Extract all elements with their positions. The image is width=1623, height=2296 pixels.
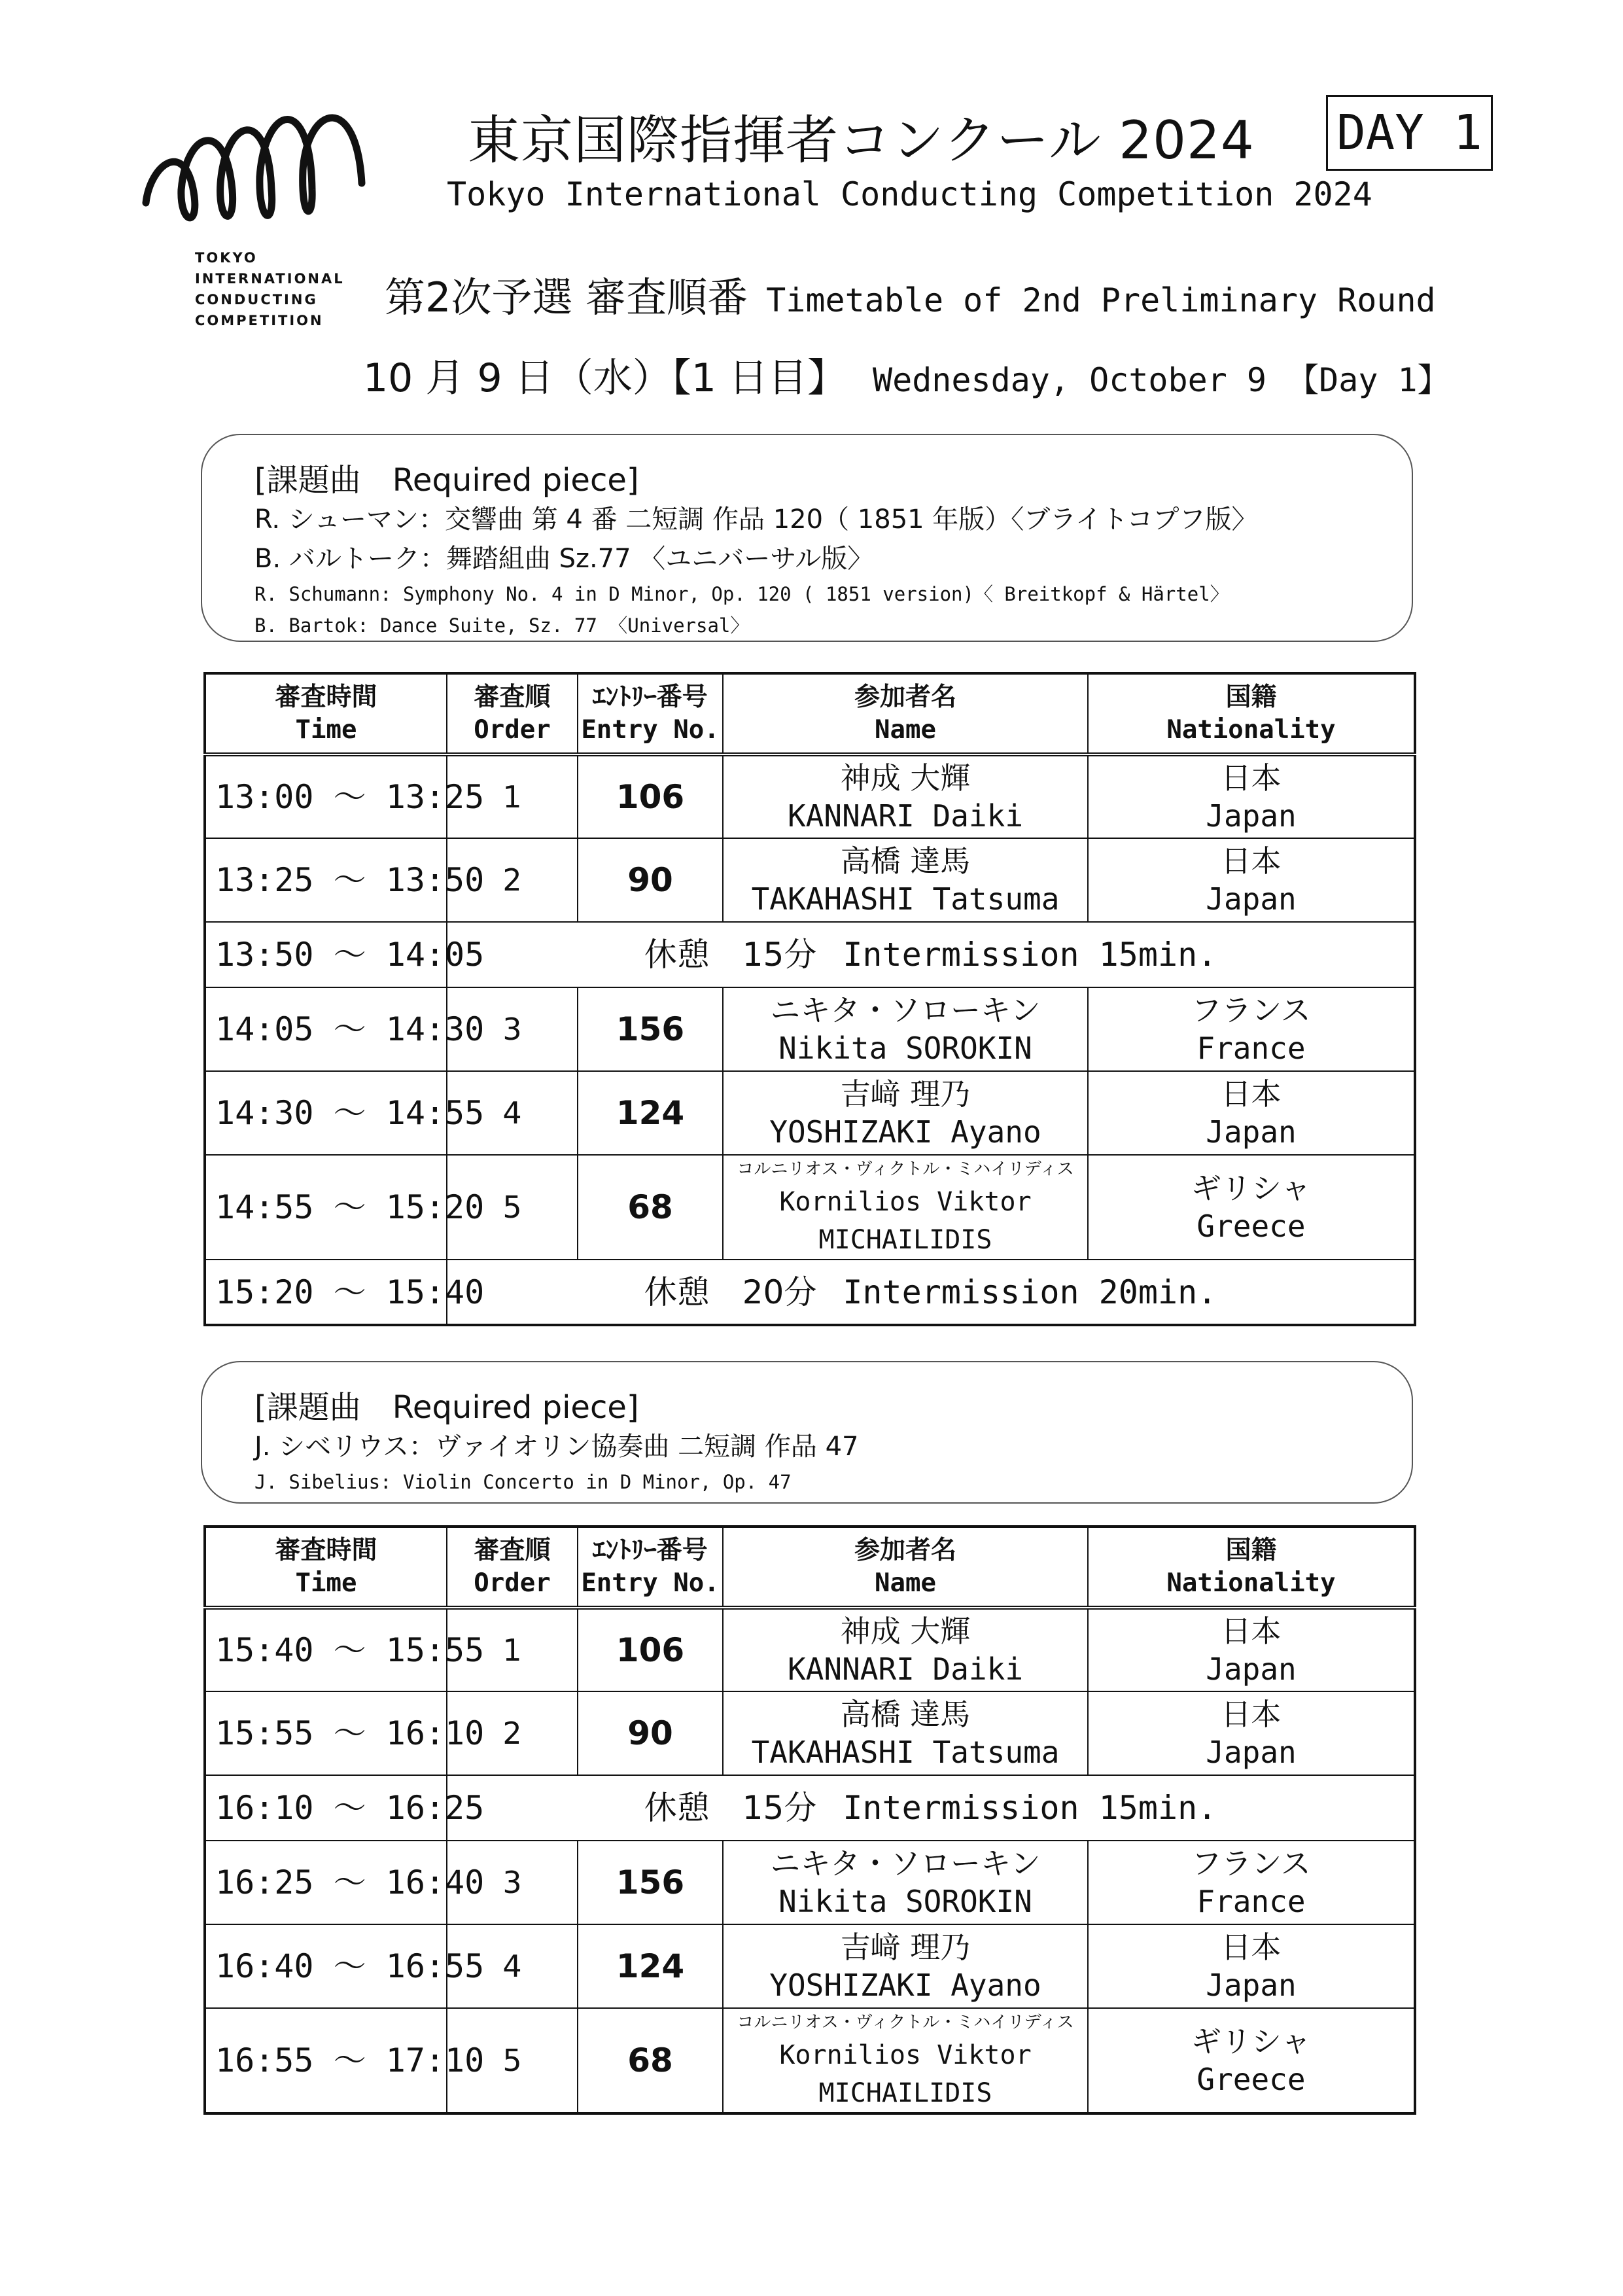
col-name-ja: 参加者名 <box>854 682 956 712</box>
col-time-ja: 審査時間 <box>275 1535 377 1565</box>
table-row <box>205 1924 1415 2008</box>
entry-cell: 90 <box>578 838 723 922</box>
competition-logo <box>141 92 366 232</box>
time-cell: 14:05 ～ 14:30 <box>205 987 447 1071</box>
entry-cell: 124 <box>578 1924 723 2008</box>
required-piece-box-1 <box>201 434 1413 642</box>
name-cell <box>723 1608 1088 1691</box>
nat-ja: 日本 <box>1221 1614 1282 1649</box>
name-cell <box>723 1841 1088 1924</box>
table-row <box>205 1608 1415 1691</box>
entry-cell: 156 <box>578 987 723 1071</box>
required-piece-heading <box>254 1382 1412 1427</box>
col-nat-en: Nationality <box>1166 715 1336 745</box>
col-header-nationality <box>1088 1527 1415 1608</box>
piece-en-line: J. Sibelius: Violin Concerto in D Minor, Op. 47 <box>254 1471 792 1493</box>
nationality-cell <box>1088 754 1415 838</box>
table-row <box>205 838 1415 922</box>
name-ja: ニキタ・ソローキン <box>770 993 1041 1028</box>
col-name-en: Name <box>875 1568 936 1598</box>
nat-ja: 日本 <box>1221 760 1282 796</box>
nationality-cell <box>1088 2008 1415 2113</box>
name-en: Nikita SOROKIN <box>778 1884 1032 1919</box>
nat-ja: 日本 <box>1221 843 1282 879</box>
required-piece-heading <box>254 455 1412 500</box>
nat-en: Greece <box>1196 1209 1306 1244</box>
order-cell: 2 <box>447 838 578 922</box>
table-header-row <box>205 1527 1415 1608</box>
nat-en: Greece <box>1196 2062 1306 2097</box>
col-entry-ja: ｴﾝﾄﾘｰ番号 <box>593 1535 708 1565</box>
col-order-en: Order <box>474 715 551 745</box>
intermission-en: Intermission 20min. <box>843 1273 1217 1311</box>
intermission-row <box>205 1775 1415 1841</box>
nat-ja: フランス <box>1191 993 1311 1028</box>
col-header-entry <box>578 1527 723 1608</box>
intermission-en: Intermission 15min. <box>843 936 1217 974</box>
required-piece-heading-text: [課題曲 Required piece] <box>254 462 639 499</box>
day-badge: DAY 1 <box>1326 95 1493 171</box>
time-cell: 13:00 ～ 13:25 <box>205 754 447 838</box>
schedule-table-2 <box>203 1525 1416 2115</box>
piece-en-line: B. Bartok: Dance Suite, Sz. 77 〈Universal〉 <box>254 614 750 637</box>
col-nat-en: Nationality <box>1166 1568 1336 1598</box>
intermission-ja: 休憩 15分 <box>644 936 817 974</box>
intermission-row <box>205 922 1415 987</box>
nationality-cell <box>1088 987 1415 1071</box>
nat-ja: ギリシャ <box>1191 2024 1312 2059</box>
name-ja: 高橋 達馬 <box>840 1697 971 1732</box>
nat-en: Japan <box>1206 1968 1297 2003</box>
time-cell: 16:10 ～ 16:25 <box>205 1775 447 1841</box>
intermission-ja: 休憩 20分 <box>644 1273 817 1311</box>
col-entry-ja: ｴﾝﾄﾘｰ番号 <box>593 682 708 712</box>
time-cell: 16:55 ～ 17:10 <box>205 2008 447 2113</box>
round-title-ja: 第2次予選 審査順番 <box>385 274 748 321</box>
order-cell: 5 <box>447 1155 578 1260</box>
name-en: Kornilios Viktor MICHAILIDIS <box>779 2040 1032 2108</box>
nat-en: France <box>1196 1031 1306 1066</box>
name-en: TAKAHASHI Tatsuma <box>751 881 1060 917</box>
time-cell: 16:25 ～ 16:40 <box>205 1841 447 1924</box>
col-name-ja: 参加者名 <box>854 1535 956 1565</box>
col-entry-en: Entry No. <box>581 1568 720 1598</box>
entry-cell: 124 <box>578 1071 723 1155</box>
col-time-ja: 審査時間 <box>275 682 377 712</box>
order-cell: 3 <box>447 987 578 1071</box>
nat-ja: 日本 <box>1221 1697 1282 1732</box>
date-line <box>363 347 1450 403</box>
table-row <box>205 987 1415 1071</box>
order-cell: 1 <box>447 754 578 838</box>
title-english: Tokyo International Conducting Competition 2024 <box>447 175 1372 213</box>
entry-cell: 156 <box>578 1841 723 1924</box>
time-cell: 13:50 ～ 14:05 <box>205 922 447 987</box>
col-header-entry <box>578 673 723 754</box>
order-cell: 4 <box>447 1071 578 1155</box>
name-cell <box>723 838 1088 922</box>
col-order-en: Order <box>474 1568 551 1598</box>
entry-cell: 68 <box>578 2008 723 2113</box>
col-header-time <box>205 1527 447 1608</box>
time-cell: 15:55 ～ 16:10 <box>205 1691 447 1775</box>
col-nat-ja: 国籍 <box>1225 682 1277 712</box>
order-cell: 4 <box>447 1924 578 2008</box>
table-row <box>205 1691 1415 1775</box>
piece-ja-line: R. シューマン：交響曲 第 4 番 二短調 作品 120（ 1851 年版）〈ブライトコプフ版〉 <box>254 504 1258 535</box>
name-en: Kornilios Viktor MICHAILIDIS <box>779 1187 1032 1255</box>
table-row <box>205 754 1415 838</box>
time-cell: 15:40 ～ 15:55 <box>205 1608 447 1691</box>
name-cell <box>723 1691 1088 1775</box>
nat-ja: 日本 <box>1221 1076 1282 1112</box>
nationality-cell <box>1088 1841 1415 1924</box>
col-header-time <box>205 673 447 754</box>
intermission-en: Intermission 15min. <box>843 1789 1217 1827</box>
col-time-en: Time <box>295 1568 357 1598</box>
nat-en: France <box>1196 1884 1306 1919</box>
name-ja: コルニリオス・ヴィクトル・ミハイリディス <box>737 1159 1074 1179</box>
col-nat-ja: 国籍 <box>1225 1535 1277 1565</box>
logo-line: COMPETITION <box>195 313 324 328</box>
nationality-cell <box>1088 1924 1415 2008</box>
schedule-table-1 <box>203 672 1416 1326</box>
nat-ja: ギリシャ <box>1191 1171 1312 1206</box>
col-header-name <box>723 1527 1088 1608</box>
col-header-name <box>723 673 1088 754</box>
order-cell: 1 <box>447 1608 578 1691</box>
order-cell: 2 <box>447 1691 578 1775</box>
date-ja: 10 月 9 日（水）【1 日目】 <box>363 355 846 401</box>
entry-cell: 68 <box>578 1155 723 1260</box>
nationality-cell <box>1088 1071 1415 1155</box>
name-ja: 吉﨑 理乃 <box>840 1930 971 1965</box>
col-order-ja: 審査順 <box>474 1535 551 1565</box>
name-cell <box>723 2008 1088 2113</box>
nat-en: Japan <box>1206 1735 1297 1770</box>
col-header-order <box>447 1527 578 1608</box>
entry-cell: 106 <box>578 1608 723 1691</box>
name-ja: 神成 大輝 <box>840 760 971 796</box>
order-cell: 5 <box>447 2008 578 2113</box>
table-row <box>205 1841 1415 1924</box>
logo-wordmark <box>195 247 345 331</box>
table-row <box>205 2008 1415 2113</box>
name-cell <box>723 1924 1088 2008</box>
required-piece-heading-text: [課題曲 Required piece] <box>254 1389 639 1426</box>
intermission-cell <box>447 1775 1415 1841</box>
nat-en: Japan <box>1206 881 1297 917</box>
name-cell <box>723 1071 1088 1155</box>
table-header-row <box>205 673 1415 754</box>
col-header-order <box>447 673 578 754</box>
intermission-ja: 休憩 15分 <box>644 1789 817 1827</box>
time-cell: 15:20 ～ 15:40 <box>205 1260 447 1325</box>
time-cell: 14:30 ～ 14:55 <box>205 1071 447 1155</box>
intermission-cell <box>447 922 1415 987</box>
logo-line: INTERNATIONAL <box>195 271 345 287</box>
title-japanese: 東京国際指揮者コンクール 2024 <box>468 110 1255 171</box>
col-header-nationality <box>1088 673 1415 754</box>
col-name-en: Name <box>875 715 936 745</box>
order-cell: 3 <box>447 1841 578 1924</box>
name-cell <box>723 1155 1088 1260</box>
name-ja: ニキタ・ソローキン <box>770 1846 1041 1881</box>
name-en: TAKAHASHI Tatsuma <box>751 1735 1060 1770</box>
col-time-en: Time <box>295 715 357 745</box>
time-cell: 16:40 ～ 16:55 <box>205 1924 447 2008</box>
name-ja: 高橋 達馬 <box>840 843 971 879</box>
logo-line: CONDUCTING <box>195 292 318 308</box>
intermission-cell <box>447 1260 1415 1325</box>
col-order-ja: 審査順 <box>474 682 551 712</box>
time-cell: 13:25 ～ 13:50 <box>205 838 447 922</box>
name-en: KANNARI Daiki <box>787 1651 1024 1687</box>
name-cell <box>723 754 1088 838</box>
time-cell: 14:55 ～ 15:20 <box>205 1155 447 1260</box>
name-en: Nikita SOROKIN <box>778 1031 1032 1066</box>
nat-en: Japan <box>1206 1651 1297 1687</box>
nationality-cell <box>1088 1608 1415 1691</box>
nationality-cell <box>1088 838 1415 922</box>
name-en: KANNARI Daiki <box>787 798 1024 834</box>
name-en: YOSHIZAKI Ayano <box>769 1114 1041 1150</box>
nat-ja: フランス <box>1191 1846 1311 1881</box>
round-title-en: Timetable of 2nd Preliminary Round <box>766 281 1436 319</box>
entry-cell: 90 <box>578 1691 723 1775</box>
nationality-cell <box>1088 1691 1415 1775</box>
intermission-row <box>205 1260 1415 1325</box>
nationality-cell <box>1088 1155 1415 1260</box>
name-cell <box>723 987 1088 1071</box>
table-row <box>205 1155 1415 1260</box>
name-ja: 神成 大輝 <box>840 1614 971 1649</box>
table-row <box>205 1071 1415 1155</box>
nat-en: Japan <box>1206 1114 1297 1150</box>
name-ja: 吉﨑 理乃 <box>840 1076 971 1112</box>
name-en: YOSHIZAKI Ayano <box>769 1968 1041 2003</box>
entry-cell: 106 <box>578 754 723 838</box>
round-title <box>385 265 1436 323</box>
piece-en-line: R. Schumann: Symphony No. 4 in D Minor, Op. 120 ( 1851 version)〈 Breitkopf & Härtel〉 <box>254 583 1229 605</box>
date-en: Wednesday, October 9 【Day 1】 <box>872 361 1450 399</box>
piece-ja-line: B. バルトーク：舞踏組曲 Sz.77 〈ユニバーサル版〉 <box>254 544 874 574</box>
col-entry-en: Entry No. <box>581 715 720 745</box>
name-ja: コルニリオス・ヴィクトル・ミハイリディス <box>737 2013 1074 2032</box>
nat-en: Japan <box>1206 798 1297 834</box>
nat-ja: 日本 <box>1221 1930 1282 1965</box>
piece-ja-line: J. シベリウス：ヴァイオリン協奏曲 二短調 作品 47 <box>254 1432 859 1462</box>
required-piece-box-2 <box>201 1361 1413 1504</box>
logo-line: TOKYO <box>195 250 258 266</box>
